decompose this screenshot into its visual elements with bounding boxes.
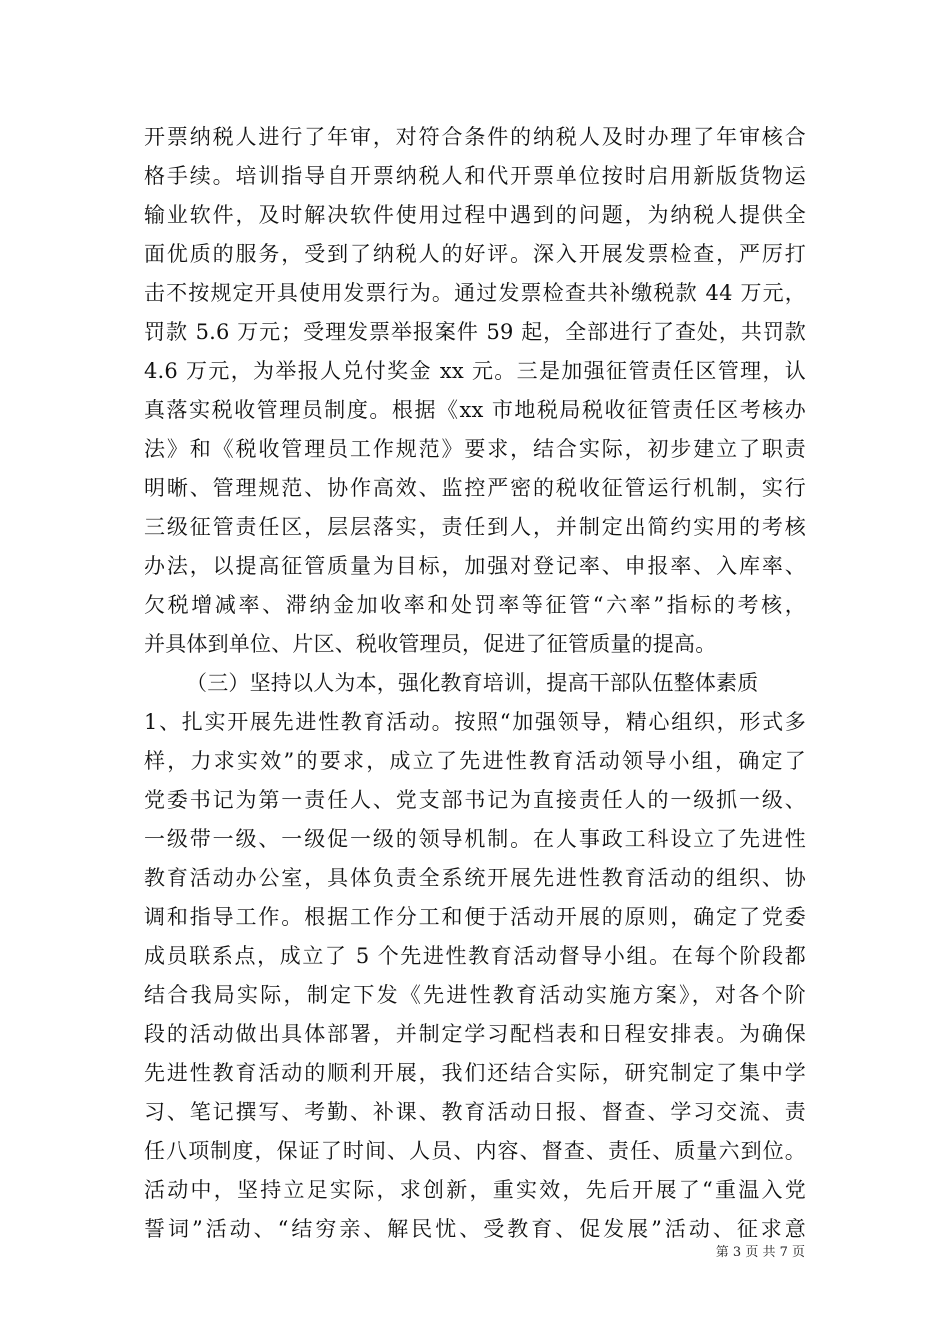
- text-line: 三级征管责任区，层层落实，责任到人，并制定出简约实用的考核: [144, 515, 806, 539]
- text-line: 欠税增减率、滞纳金加收率和处罚率等征管“六率”指标的考核，: [144, 593, 806, 617]
- text-line: 结合我局实际，制定下发《先进性教育活动实施方案》，对各个阶: [144, 983, 806, 1007]
- text-line: 击不按规定开具使用发票行为。通过发票检查共补缴税款 44 万元，: [144, 281, 806, 305]
- text-line: 罚款 5.6 万元；受理发票举报案件 59 起，全部进行了查处，共罚款: [144, 320, 806, 344]
- text-line: 誓词”活动、“结穷亲、解民忧、受教育、促发展”活动、征求意: [144, 1217, 806, 1241]
- text-line: 法》和《税收管理员工作规范》要求，结合实际，初步建立了职责: [144, 437, 806, 461]
- text-line: 先进性教育活动的顺利开展，我们还结合实际，研究制定了集中学: [144, 1061, 806, 1085]
- text-line: 活动中，坚持立足实际，求创新，重实效，先后开展了“重温入党: [144, 1178, 806, 1202]
- text-line: 党委书记为第一责任人、党支部书记为直接责任人的一级抓一级、: [144, 788, 806, 812]
- text-line: 样，力求实效”的要求，成立了先进性教育活动领导小组，确定了: [144, 749, 806, 773]
- text-line: 格手续。培训指导自开票纳税人和代开票单位按时启用新版货物运: [144, 164, 806, 188]
- section-heading: （三）坚持以人为本，强化教育培训，提高干部队伍整体素质: [186, 671, 759, 695]
- text-line: 4.6 万元，为举报人兑付奖金 xx 元。三是加强征管责任区管理，认: [144, 359, 806, 383]
- text-line: 段的活动做出具体部署，并制定学习配档表和日程安排表。为确保: [144, 1022, 806, 1046]
- text-line: 真落实税收管理员制度。根据《xx 市地税局税收征管责任区考核办: [144, 398, 806, 422]
- text-line: 习、笔记撰写、考勤、补课、教育活动日报、督查、学习交流、责: [144, 1100, 806, 1124]
- text-line: 调和指导工作。根据工作分工和便于活动开展的原则，确定了党委: [144, 905, 806, 929]
- text-line: 输业软件，及时解决软件使用过程中遇到的问题，为纳税人提供全: [144, 203, 806, 227]
- text-line: 一级带一级、一级促一级的领导机制。在人事政工科设立了先进性: [144, 827, 806, 851]
- text-line: 面优质的服务，受到了纳税人的好评。深入开展发票检查，严厉打: [144, 242, 806, 266]
- text-line: 教育活动办公室，具体负责全系统开展先进性教育活动的组织、协: [144, 866, 806, 890]
- text-line: 任八项制度，保证了时间、人员、内容、督查、责任、质量六到位。: [144, 1139, 806, 1163]
- text-line: 开票纳税人进行了年审，对符合条件的纳税人及时办理了年审核合: [144, 125, 806, 149]
- text-line: 明晰、管理规范、协作高效、监控严密的税收征管运行机制，实行: [144, 476, 806, 500]
- text-line: 并具体到单位、片区、税收管理员，促进了征管质量的提高。: [144, 632, 717, 656]
- text-line: 成员联系点，成立了 5 个先进性教育活动督导小组。在每个阶段都: [144, 944, 806, 968]
- text-line: 办法，以提高征管质量为目标，加强对登记率、申报率、入库率、: [144, 554, 806, 578]
- page-number: 第 3 页 共 7 页: [715, 1245, 805, 1260]
- text-line: 1、扎实开展先进性教育活动。按照“加强领导，精心组织，形式多: [144, 710, 806, 734]
- document-body: [144, 118, 806, 1249]
